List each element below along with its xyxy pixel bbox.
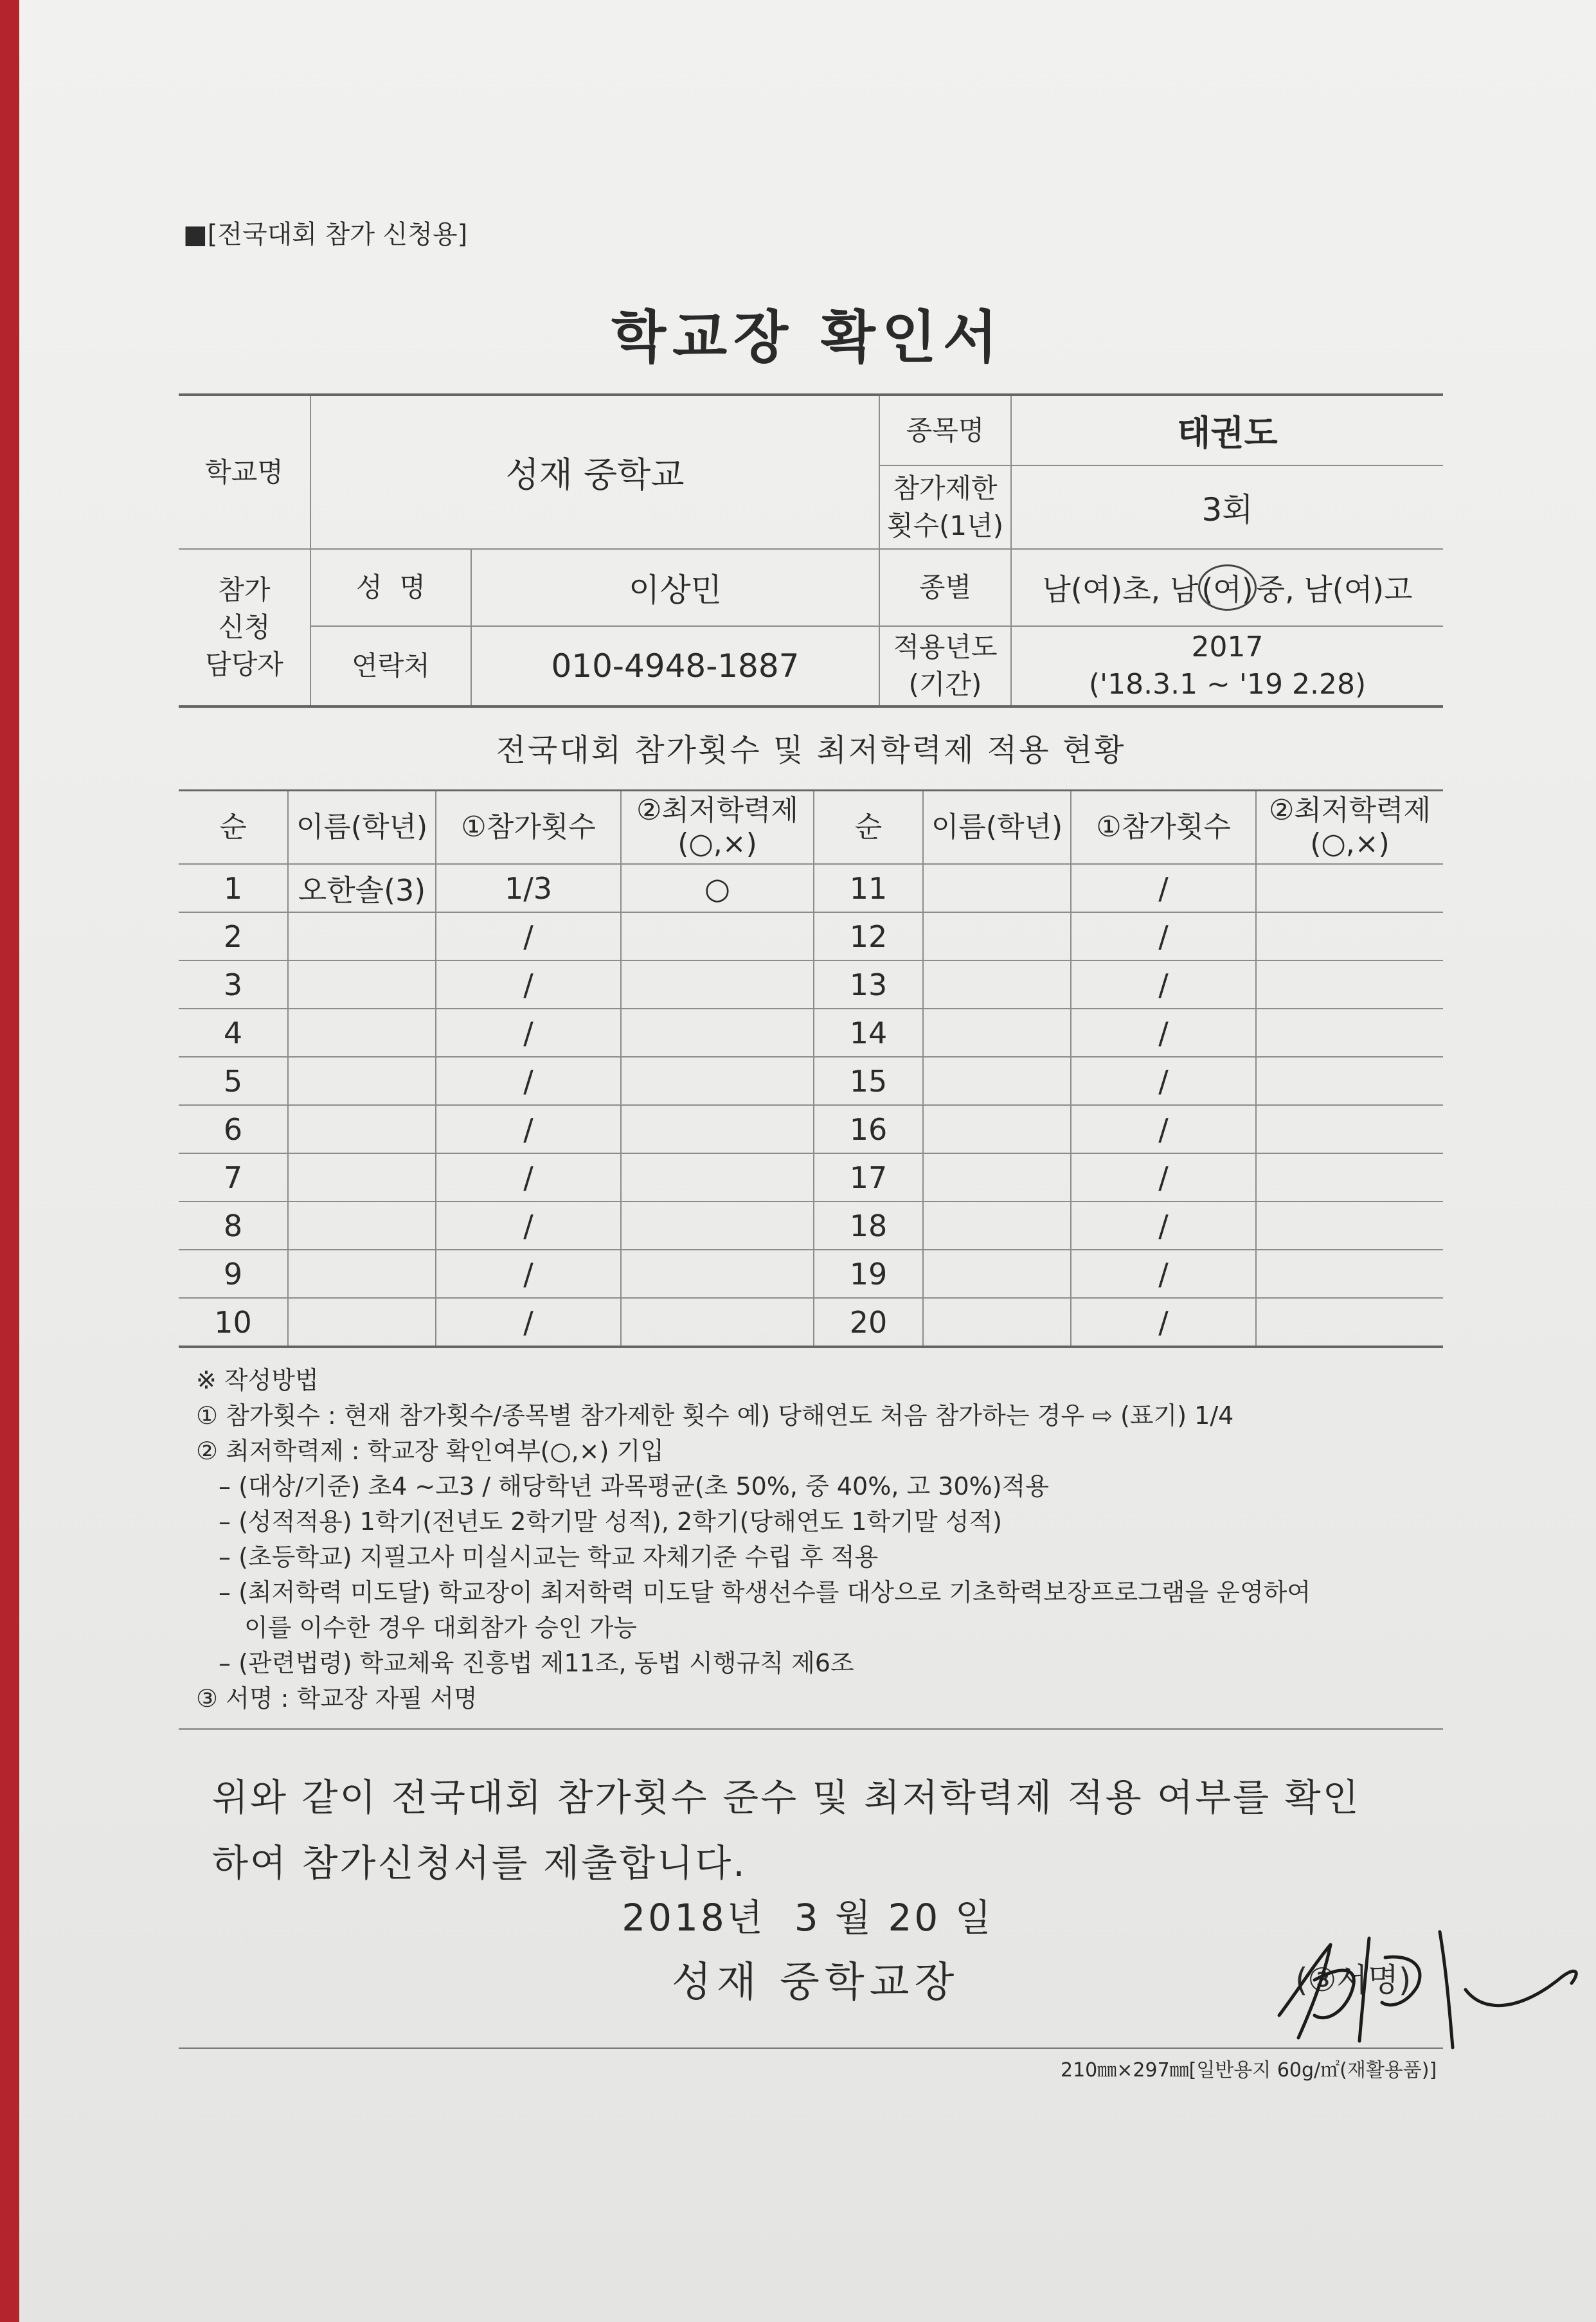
row-no: 7 — [179, 1153, 288, 1202]
form-type-label: ■[전국대회 참가 신청용] — [183, 220, 468, 249]
school-label: 학교명 — [179, 395, 310, 549]
row-count: / — [1071, 1057, 1256, 1105]
row-name — [288, 1009, 436, 1057]
table-row — [179, 1298, 1443, 1347]
header-no: 순 — [179, 791, 288, 865]
year-label-line1: 적용년도 — [893, 631, 998, 663]
category-part2: 중, 남(여)고 — [1256, 572, 1413, 607]
declaration-line2: 하여 참가신청서를 제출합니다. — [212, 1841, 747, 1885]
row-min-grade — [621, 960, 814, 1009]
section-title: 전국대회 참가횟수 및 최저학력제 적용 현황 — [496, 732, 1126, 768]
row-no: 17 — [814, 1153, 923, 1202]
note-item: ③ 서명 : 학교장 자필 서명 — [196, 1684, 478, 1713]
row-name — [923, 1202, 1071, 1250]
row-no: 3 — [179, 960, 288, 1009]
row-count: / — [436, 1250, 621, 1298]
note-item: – (최저학력 미도달) 학교장이 최저학력 미도달 학생선수를 대상으로 기초학력보장프로그램을 운영하여 — [219, 1578, 1311, 1607]
row-no: 2 — [179, 912, 288, 960]
info-table — [179, 393, 1443, 708]
header-min-grade — [621, 791, 814, 865]
row-name — [288, 1153, 436, 1202]
row-name — [923, 1298, 1071, 1347]
note-item: – (관련법령) 학교체육 진흥법 제11조, 동법 시행규칙 제6조 — [219, 1649, 854, 1677]
principal-title: 성재 중학교장 — [672, 1959, 960, 2006]
header-name: 이름(학년) — [288, 791, 436, 865]
table-row — [179, 1250, 1443, 1298]
row-min-grade — [621, 1153, 814, 1202]
sport-label: 종목명 — [879, 395, 1011, 465]
footer-divider — [179, 2048, 1443, 2049]
row-count: / — [436, 960, 621, 1009]
row-name — [923, 1105, 1071, 1153]
row-count: / — [436, 1298, 621, 1347]
declaration-line1: 위와 같이 전국대회 참가횟수 준수 및 최저학력제 적용 여부를 확인 — [212, 1776, 1361, 1819]
row-name — [923, 912, 1071, 960]
row-no: 14 — [814, 1009, 923, 1057]
header-count: ①참가횟수 — [436, 791, 621, 865]
signature-label: (③서명) — [1295, 1961, 1412, 1999]
header-count: ①참가횟수 — [1071, 791, 1256, 865]
row-min-grade: ○ — [621, 864, 814, 912]
row-min-grade — [1256, 1298, 1443, 1347]
submission-date: 2018년 3 월 20 일 — [622, 1896, 994, 1940]
notes-heading: ※ 작성방법 — [196, 1366, 319, 1394]
row-min-grade — [621, 1298, 814, 1347]
header-min-grade — [1256, 791, 1443, 865]
table-row — [179, 1057, 1443, 1105]
document-page — [19, 0, 1596, 2322]
row-count: 1/3 — [436, 864, 621, 912]
table-row — [179, 1153, 1443, 1202]
divider — [179, 1728, 1443, 1730]
row-count: / — [1071, 1105, 1256, 1153]
table-row — [179, 960, 1443, 1009]
table-row — [179, 1105, 1443, 1153]
row-count: / — [436, 1202, 621, 1250]
row-min-grade — [1256, 1105, 1443, 1153]
row-count: / — [1071, 1009, 1256, 1057]
note-item: ① 참가횟수 : 현재 참가횟수/종목별 참가제한 횟수 예) 당해연도 처음 참가하는 경우 ⇨ (표기) 1/4 — [196, 1401, 1234, 1430]
writing-instructions — [196, 1363, 1449, 1716]
contact-value: 010-4948-1887 — [471, 626, 879, 706]
row-min-grade — [1256, 1153, 1443, 1202]
row-min-grade — [621, 912, 814, 960]
applicant-label-line3: 담당자 — [205, 649, 283, 680]
note-item: – (대상/기준) 초4 ~고3 / 해당학년 과목평균(초 50%, 중 40%, 고 30%)적용 — [219, 1472, 1049, 1500]
paper-spec-note: 210㎜×297㎜[일반용지 60g/㎡(재활용품)] — [1061, 2059, 1437, 2082]
applicant-label-line1: 참가 — [218, 574, 271, 606]
row-count: / — [1071, 1202, 1256, 1250]
note-item: – (성적적용) 1학기(전년도 2학기말 성적), 2학기(당해연도 1학기말 성적) — [219, 1508, 1002, 1536]
row-no: 11 — [814, 864, 923, 912]
handwritten-signature — [1253, 1919, 1588, 2054]
school-value: 성재 중학교 — [310, 395, 879, 549]
header-min-grade-line1: ②최저학력제 — [1269, 794, 1431, 827]
limit-value: 3회 — [1011, 465, 1443, 549]
table-row — [179, 1009, 1443, 1057]
row-count: / — [436, 912, 621, 960]
name-label: 성 명 — [310, 549, 471, 626]
row-no: 4 — [179, 1009, 288, 1057]
row-no: 16 — [814, 1105, 923, 1153]
row-name — [923, 1250, 1071, 1298]
row-no: 20 — [814, 1298, 923, 1347]
row-min-grade — [1256, 1009, 1443, 1057]
row-min-grade — [621, 1250, 814, 1298]
row-count: / — [1071, 864, 1256, 912]
header-name: 이름(학년) — [923, 791, 1071, 865]
period-value: ('18.3.1 ~ '19 2.28) — [1088, 668, 1367, 701]
row-count: / — [1071, 912, 1256, 960]
year-label-line2: (기간) — [908, 669, 982, 700]
row-count: / — [1071, 1153, 1256, 1202]
name-value: 이상민 — [471, 549, 879, 626]
row-name — [923, 864, 1071, 912]
row-no: 13 — [814, 960, 923, 1009]
contact-label: 연락처 — [310, 626, 471, 706]
table-row — [179, 912, 1443, 960]
row-count: / — [436, 1009, 621, 1057]
category-label: 종별 — [879, 549, 1011, 626]
declaration — [212, 1765, 1361, 1896]
row-no: 18 — [814, 1202, 923, 1250]
row-min-grade — [621, 1057, 814, 1105]
table-row — [179, 1202, 1443, 1250]
row-count: / — [1071, 1250, 1256, 1298]
category-value — [1011, 549, 1443, 626]
row-name — [288, 912, 436, 960]
row-count: / — [436, 1057, 621, 1105]
row-no: 8 — [179, 1202, 288, 1250]
row-min-grade — [1256, 960, 1443, 1009]
row-name — [288, 1298, 436, 1347]
row-min-grade — [621, 1009, 814, 1057]
row-name — [288, 960, 436, 1009]
row-no: 12 — [814, 912, 923, 960]
sport-value: 태권도 — [1011, 395, 1443, 465]
row-min-grade — [621, 1105, 814, 1153]
applicant-label — [179, 549, 310, 706]
note-item: 이를 이수한 경우 대회참가 승인 가능 — [244, 1614, 638, 1642]
row-count: / — [1071, 1298, 1256, 1347]
row-no: 19 — [814, 1250, 923, 1298]
row-count: / — [436, 1105, 621, 1153]
row-name — [288, 1250, 436, 1298]
category-circled: (여) — [1198, 564, 1256, 611]
note-item: ② 최저학력제 : 학교장 확인여부(○,×) 기입 — [196, 1437, 664, 1465]
row-no: 1 — [179, 864, 288, 912]
row-min-grade — [1256, 1202, 1443, 1250]
row-min-grade — [1256, 864, 1443, 912]
year-value — [1011, 626, 1443, 706]
row-name — [923, 1153, 1071, 1202]
header-min-grade-line2: (○,×) — [1310, 827, 1390, 860]
row-min-grade — [1256, 1057, 1443, 1105]
row-no: 10 — [179, 1298, 288, 1347]
row-name — [923, 960, 1071, 1009]
row-min-grade — [1256, 912, 1443, 960]
header-min-grade-line1: ②최저학력제 — [636, 794, 798, 827]
applicant-label-line2: 신청 — [218, 611, 271, 643]
row-name: 오한솔(3) — [288, 864, 436, 912]
table-row — [179, 864, 1443, 912]
header-min-grade-line2: (○,×) — [677, 827, 757, 860]
status-table — [179, 789, 1443, 1348]
limit-label-line1: 참가제한 — [893, 473, 998, 504]
note-item: – (초등학교) 지필고사 미실시교는 학교 자체기준 수립 후 적용 — [219, 1543, 879, 1571]
limit-label-line2: 횟수(1년) — [886, 510, 1004, 541]
category-part1: 남(여)초, 남 — [1042, 572, 1199, 607]
row-name — [288, 1105, 436, 1153]
year-value-main: 2017 — [1191, 631, 1264, 663]
row-name — [923, 1057, 1071, 1105]
row-name — [288, 1202, 436, 1250]
row-min-grade — [1256, 1250, 1443, 1298]
row-name — [923, 1009, 1071, 1057]
row-min-grade — [621, 1202, 814, 1250]
document-title: 학교장 확인서 — [611, 304, 1004, 370]
row-count: / — [1071, 960, 1256, 1009]
row-no: 9 — [179, 1250, 288, 1298]
row-no: 5 — [179, 1057, 288, 1105]
row-no: 6 — [179, 1105, 288, 1153]
header-no: 순 — [814, 791, 923, 865]
row-name — [288, 1057, 436, 1105]
row-count: / — [436, 1153, 621, 1202]
year-label — [879, 626, 1011, 706]
limit-label — [879, 465, 1011, 549]
row-no: 15 — [814, 1057, 923, 1105]
